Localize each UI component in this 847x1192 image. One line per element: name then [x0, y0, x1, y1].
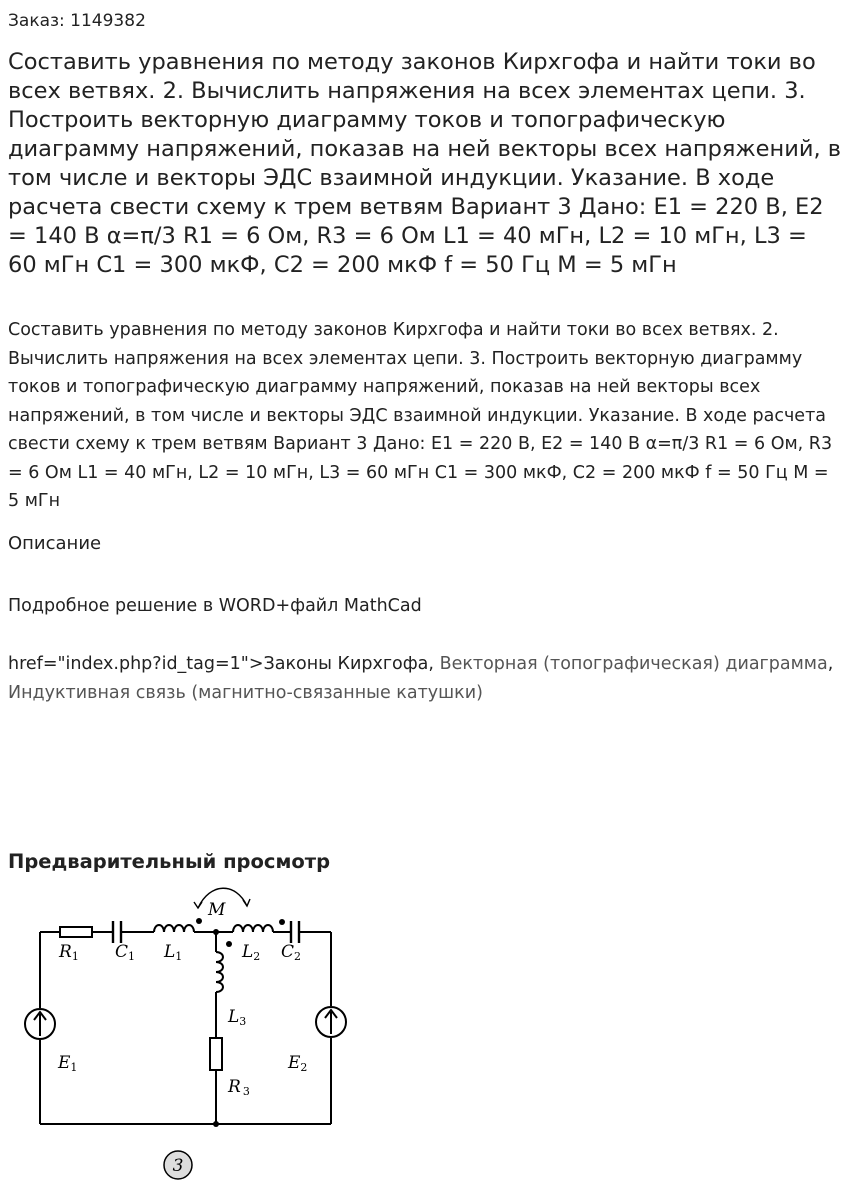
inductor-l1 [154, 925, 194, 932]
label-c2: C2 [281, 942, 302, 963]
tag-list [8, 650, 842, 707]
voltage-source-e1 [25, 1009, 55, 1039]
tag-link-inductive-coupling[interactable]: Индуктивная связь (магнитно-связанные катушки) [8, 682, 483, 703]
polarity-dot-l1 [196, 918, 202, 924]
label-r3: R 3 [228, 1077, 250, 1098]
tag-link-kirchhoff[interactable]: Законы Кирхгофа [263, 654, 429, 674]
task-description: Составить уравнения по методу законов Кирхгофа и найти токи во всех ветвях. 2. Вычислить напряжения на всех элементах цепи. 3. Построить векторную диаграмму токов и топографическую диаграмму напряжений, показав на ней векторы всех напряжений, в том числе и векторы ЭДС взаимной индукции. Указание. В ходе расчета свести схему к трем ветвям Вариант 3 Дано: E1 = 220 В, E2 = 140 В α=π/3 R1 = 6 Ом, R3 = 6 Ом L1 = 40 мГн, L2 = 10 мГн, L3 = 60 мГн C1 = 300 мкФ, C2 = 200 мкФ f = 50 Гц M = 5 мГн [8, 320, 833, 511]
label-mutual-m: M [208, 900, 226, 920]
variant-badge [164, 1151, 192, 1179]
order-number: Заказ: 1149382 [8, 11, 146, 31]
task-title: Составить уравнения по методу законов Кирхгофа и найти токи во всех ветвях. 2. Вычислить напряжения на всех элементах цепи. 3. Построить векторную диаграмму токов и топографическую диаграмму напряжений, показав на ней векторы всех напряжений, в том числе и векторы ЭДС взаимной индукции. Указание. В ходе расчета свести схему к трем ветвям Вариант 3 Дано: E1 = 220 В, E2 = 140 В α=π/3 R1 = 6 Ом, R3 = 6 Ом L1 = 40 мГн, L2 = 10 мГн, L3 = 60 мГн C1 = 300 мкФ, C2 = 200 мкФ f = 50 Гц M = 5 мГн [8, 49, 842, 278]
circuit-diagram [0, 880, 380, 1192]
polarity-dot-l3 [226, 941, 232, 947]
polarity-dot-l2 [279, 919, 285, 925]
tag-prefix: href="index.php?id_tag=1"> [8, 654, 264, 674]
label-l1: L1 [164, 942, 183, 963]
tag-separator: , [827, 654, 834, 674]
inductor-l3 [216, 952, 223, 992]
inductor-l2 [233, 925, 273, 932]
node-bottom [213, 1121, 219, 1127]
resistor-r1 [60, 927, 92, 937]
capacitor-c1 [113, 921, 121, 943]
label-e1: E1 [58, 1053, 78, 1074]
label-l2: L2 [242, 942, 261, 963]
voltage-source-e2 [316, 1007, 346, 1037]
label-l3: L3 [228, 1007, 247, 1028]
tag-link-vector-diagram[interactable]: Векторная (топографическая) диаграмма [439, 654, 828, 674]
tag-separator: , [428, 654, 440, 674]
description-heading: Описание [8, 533, 102, 554]
resistor-r3 [210, 1038, 222, 1070]
preview-heading: Предварительный просмотр [8, 850, 331, 873]
label-c1: C1 [115, 942, 136, 963]
capacitor-c2 [291, 921, 299, 943]
label-r1: R1 [59, 942, 79, 963]
variant-number: 3 [172, 1156, 184, 1176]
node-top [213, 929, 219, 935]
label-e2: E2 [288, 1053, 308, 1074]
solution-detail: Подробное решение в WORD+файл MathCad [8, 596, 422, 616]
